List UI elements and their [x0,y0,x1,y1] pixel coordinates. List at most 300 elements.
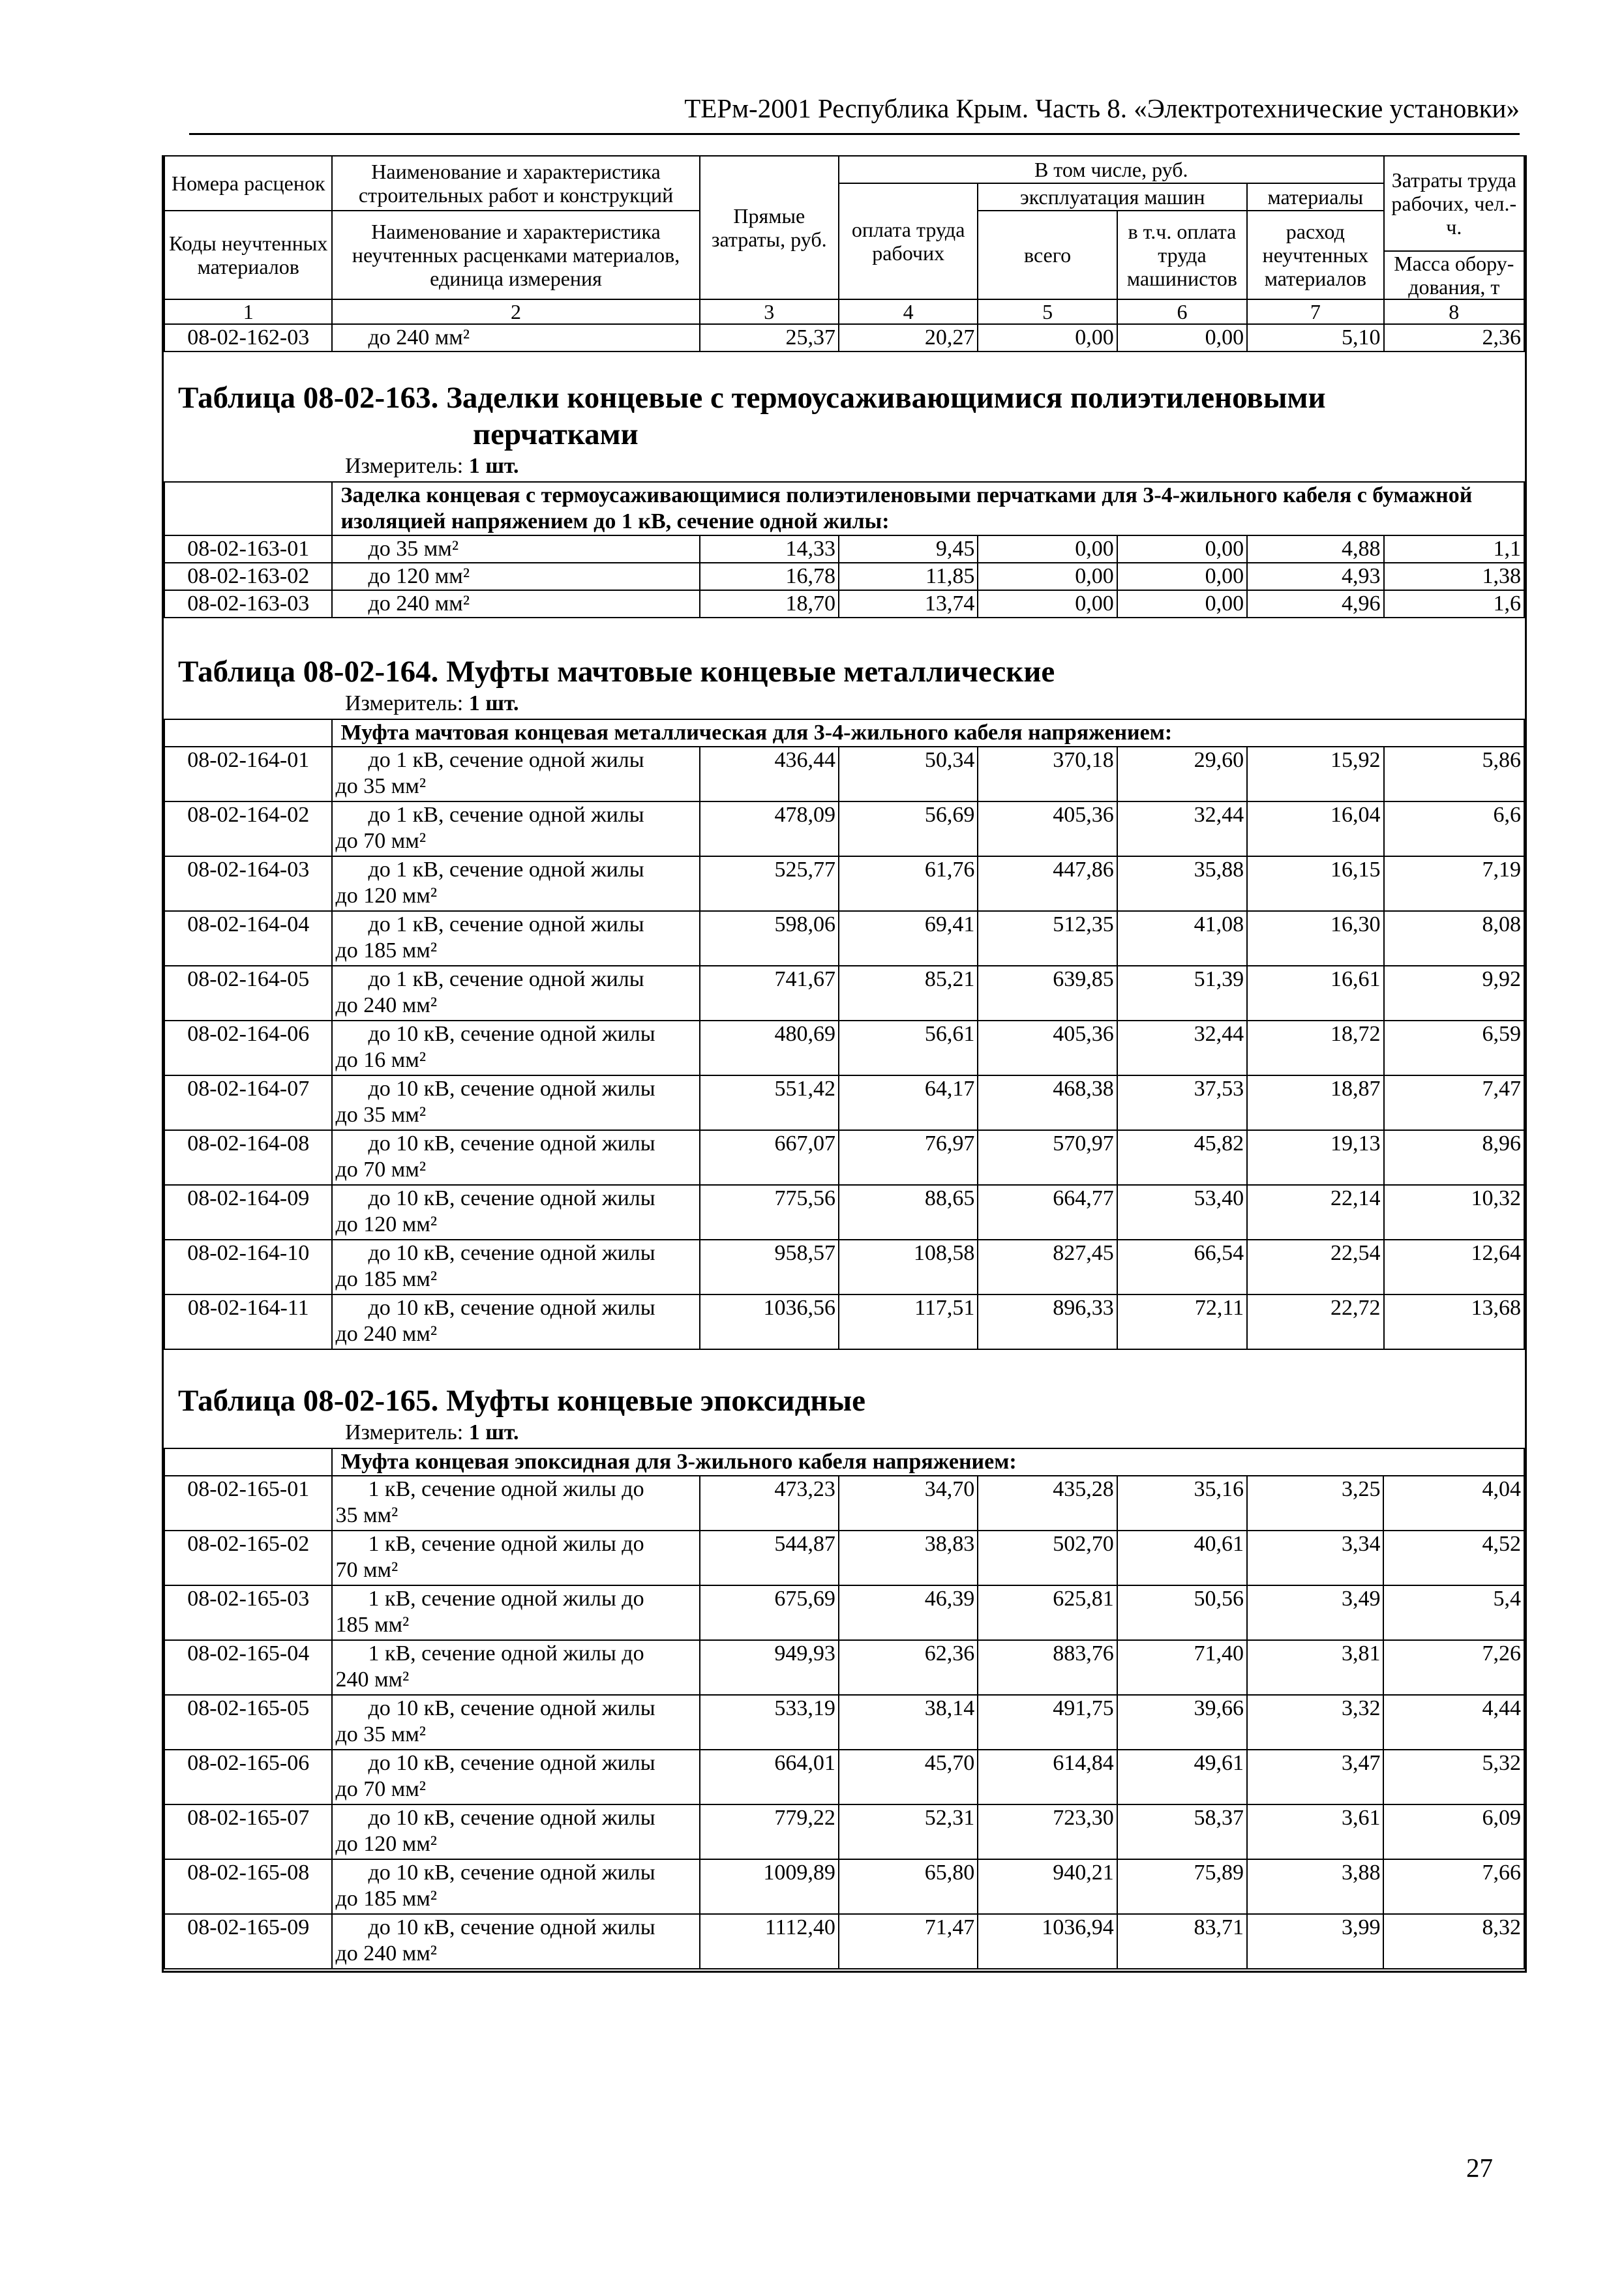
rate-name-line: до 240 мм² [335,993,438,1017]
rate-name-line: до 1 кВ, сечение одной жилы [368,967,644,991]
materials-header: материалы [1247,183,1383,211]
table-row [164,1021,1524,1075]
materials-cost: 3,61 [1247,1804,1383,1859]
direct-costs: 551,42 [700,1075,839,1130]
rate-name-line: до 35 мм² [335,1722,426,1746]
table-row [164,966,1524,1021]
measure-value: 1 шт. [468,1420,519,1444]
worker-pay: 46,39 [839,1585,978,1640]
operators-pay: 72,11 [1117,1294,1247,1349]
worker-pay: 69,41 [839,911,978,966]
operators-pay: 32,44 [1117,1021,1247,1075]
materials-cost: 3,88 [1247,1859,1383,1914]
rate-name [332,1750,699,1804]
machines-total: 370,18 [978,747,1117,801]
operators-pay: 45,82 [1117,1130,1247,1185]
rate-name-line: до 70 мм² [335,829,427,853]
column-number: 4 [839,299,978,324]
rate-name [332,1294,699,1349]
rates-table [164,1448,1525,1969]
labor-costs: 4,04 [1383,1476,1524,1531]
operators-pay: 71,40 [1117,1640,1247,1695]
direct-costs: 544,87 [700,1531,839,1585]
labor-costs: 6,59 [1384,1021,1524,1075]
worker-pay: 76,97 [839,1130,978,1185]
rate-name-line: 240 мм² [335,1668,410,1692]
group-header-row [164,1448,1524,1476]
table-row [164,1075,1524,1130]
rate-name-line: 1 кВ, сечение одной жилы до [368,1641,644,1666]
worker-pay: 45,70 [839,1750,978,1804]
group-label: Муфта концевая эпоксидная для 3-жильного кабеля напряжением: [332,1448,1524,1476]
machines-total: 570,97 [978,1130,1117,1185]
rate-name [332,1531,699,1585]
direct-costs: 598,06 [700,911,839,966]
rate-name-line: до 10 кВ, сечение одной жилы [368,1241,655,1265]
rate-code: 08-02-163-03 [164,590,332,618]
direct-costs: 741,67 [700,966,839,1021]
table-row [164,747,1524,801]
rate-name-line: до 70 мм² [335,1777,426,1801]
section-title-line: Таблица 08-02-165. Муфты концевые эпоксидные [178,1384,866,1418]
measure-unit [164,1419,1525,1448]
direct-costs: 480,69 [700,1021,839,1075]
machines-total: 614,84 [978,1750,1117,1804]
rate-name-line: до 240 мм² [335,1941,437,1966]
section-title [164,653,1525,690]
table-row [164,1130,1524,1185]
machines-total: 405,36 [978,1021,1117,1075]
direct-costs: 949,93 [700,1640,839,1695]
rate-name [332,324,699,352]
machines-total: 723,30 [978,1804,1117,1859]
table-row [164,801,1524,856]
table-row [164,911,1524,966]
measure-value: 1 шт. [468,691,519,715]
rate-name-line: до 1 кВ, сечение одной жилы [368,858,644,882]
worker-pay: 20,27 [839,324,978,352]
rate-code: 08-02-164-04 [164,911,332,966]
rate-name-line: до 10 кВ, сечение одной жилы [368,1915,655,1939]
table-row [164,1531,1524,1585]
direct-costs: 525,77 [700,856,839,911]
group-spacer [164,482,332,535]
machines-total: 896,33 [978,1294,1117,1349]
machines-total: 435,28 [978,1476,1117,1531]
table-row [164,1294,1524,1349]
machines-total: 491,75 [978,1695,1117,1750]
materials-cost: 18,87 [1247,1075,1383,1130]
worker-pay: 34,70 [839,1476,978,1531]
materials-cost: 16,04 [1247,801,1383,856]
rate-name-line: до 185 мм² [335,1887,437,1911]
materials-cost: 3,47 [1247,1750,1383,1804]
labor-costs: 7,47 [1384,1075,1524,1130]
rate-code: 08-02-164-10 [164,1240,332,1294]
worker-pay: 56,61 [839,1021,978,1075]
group-header-row [164,719,1524,747]
machines-total: 940,21 [978,1859,1117,1914]
col-rate-number-header: Номера расценок [164,156,332,211]
rate-name-line: до 1 кВ, сечение одной жилы [368,912,644,936]
rate-name-line: до 10 кВ, сечение одной жилы [368,1806,655,1830]
column-number: 6 [1117,299,1247,324]
rate-name [332,1585,699,1640]
labor-costs: 2,36 [1384,324,1524,352]
worker-pay: 38,14 [839,1695,978,1750]
rate-name [332,590,699,618]
materials-cost: 4,88 [1247,535,1383,563]
direct-costs: 1036,56 [700,1294,839,1349]
direct-costs: 473,23 [700,1476,839,1531]
section-title [164,1383,1525,1419]
column-number: 8 [1384,299,1524,324]
rate-name [332,966,699,1021]
rate-code: 08-02-164-05 [164,966,332,1021]
col-work-name-header: Наименование и характеристика строительных работ и конструкций [332,156,699,211]
machines-total: 512,35 [978,911,1117,966]
materials-cost: 3,49 [1247,1585,1383,1640]
worker-pay: 85,21 [839,966,978,1021]
measure-unit [164,453,1525,481]
labor-costs: 1,6 [1384,590,1524,618]
rate-code: 08-02-165-02 [164,1531,332,1585]
rate-code: 08-02-164-06 [164,1021,332,1075]
rate-name-text: до 120 мм² [368,564,470,588]
operators-pay: 49,61 [1117,1750,1247,1804]
rate-name [332,911,699,966]
measure-unit [164,690,1525,719]
rate-code: 08-02-165-03 [164,1585,332,1640]
rate-name-line: до 70 мм² [335,1158,427,1182]
rate-code: 08-02-164-08 [164,1130,332,1185]
rate-code: 08-02-164-09 [164,1185,332,1240]
measure-value: 1 шт. [468,454,519,478]
section-title-line: Таблица 08-02-163. Заделки концевые с термоусаживающимися полиэтиленовыми [178,381,1326,415]
rate-code: 08-02-163-01 [164,535,332,563]
direct-costs: 664,01 [700,1750,839,1804]
group-label: Заделка концевая с термоусаживающимися полиэтиленовыми перчатками для 3-4-жильного кабеля с бумажной изоляцией напряжением до 1 кВ, сечение одной жилы: [332,482,1524,535]
machines-total: 664,77 [978,1185,1117,1240]
group-label: Муфта мачтовая концевая металлическая для 3-4-жильного кабеля напряжением: [332,719,1524,747]
direct-costs: 1009,89 [700,1859,839,1914]
direct-costs: 16,78 [700,563,839,590]
materials-cost: 16,30 [1247,911,1383,966]
page-number: 27 [1466,2153,1493,2183]
rate-name [332,1476,699,1531]
direct-costs: 533,19 [700,1695,839,1750]
rate-name [332,856,699,911]
table-row [164,1859,1524,1914]
labor-costs: 8,08 [1384,911,1524,966]
operators-pay: 40,61 [1117,1531,1247,1585]
operators-pay: 41,08 [1117,911,1247,966]
operators-pay: 39,66 [1117,1695,1247,1750]
worker-pay: 52,31 [839,1804,978,1859]
materials-cost: 3,34 [1247,1531,1383,1585]
rate-name-line: до 185 мм² [335,1267,438,1291]
operators-pay: 37,53 [1117,1075,1247,1130]
rate-name-line: 70 мм² [335,1558,398,1582]
operators-pay: 0,00 [1117,324,1247,352]
rate-name [332,801,699,856]
section-title-line: перчатками [473,417,639,451]
rate-name-line: 1 кВ, сечение одной жилы до [368,1587,644,1611]
direct-costs: 667,07 [700,1130,839,1185]
worker-pay: 9,45 [839,535,978,563]
labor-costs: 6,09 [1383,1804,1524,1859]
operators-pay: 51,39 [1117,966,1247,1021]
rate-name [332,1804,699,1859]
table-row [164,856,1524,911]
machines-total: 0,00 [978,324,1117,352]
rate-name-line: до 16 мм² [335,1048,427,1072]
labor-costs: 6,6 [1384,801,1524,856]
rate-name [332,1914,699,1969]
worker-pay: 50,34 [839,747,978,801]
direct-costs: 25,37 [700,324,839,352]
rate-name-line: 185 мм² [335,1613,410,1637]
group-header-row [164,482,1524,535]
worker-pay: 64,17 [839,1075,978,1130]
group-spacer [164,719,332,747]
rate-name-line: до 1 кВ, сечение одной жилы [368,748,644,772]
rate-name-line: до 10 кВ, сечение одной жилы [368,1296,655,1320]
labor-costs: 13,68 [1384,1294,1524,1349]
table-row [164,1476,1524,1531]
machines-total: 0,00 [978,535,1117,563]
rate-code: 08-02-164-03 [164,856,332,911]
rate-name-line: до 35 мм² [335,774,427,798]
rate-code: 08-02-165-04 [164,1640,332,1695]
materials-cost: 22,54 [1247,1240,1383,1294]
measure-label: Измеритель: [345,1420,464,1444]
operators-pay: 35,88 [1117,856,1247,911]
operators-pay: 66,54 [1117,1240,1247,1294]
rate-name [332,1185,699,1240]
direct-costs: 958,57 [700,1240,839,1294]
worker-pay: 38,83 [839,1531,978,1585]
rate-code: 08-02-164-11 [164,1294,332,1349]
rate-name-line: до 120 мм² [335,1832,437,1856]
rate-name [332,1859,699,1914]
rate-name-line: до 185 мм² [335,938,438,963]
machines-total: 1036,94 [978,1914,1117,1969]
table-row [164,1240,1524,1294]
labor-costs: 10,32 [1384,1185,1524,1240]
materials-cost: 4,93 [1247,563,1383,590]
col-direct-costs-header: Прямые затраты, руб. [700,156,839,299]
column-number: 3 [700,299,839,324]
machines-total: 502,70 [978,1531,1117,1585]
materials-cost: 19,13 [1247,1130,1383,1185]
operators-pay: 0,00 [1117,590,1247,618]
table-row [164,1750,1524,1804]
labor-costs: 12,64 [1384,1240,1524,1294]
machines-total: 0,00 [978,563,1117,590]
operators-pay: 50,56 [1117,1585,1247,1640]
column-number: 1 [164,299,332,324]
labor-costs: 5,32 [1383,1750,1524,1804]
operators-pay: 75,89 [1117,1859,1247,1914]
labor-costs: 5,4 [1383,1585,1524,1640]
table-row [164,1695,1524,1750]
machines-total: 468,38 [978,1075,1117,1130]
worker-pay: 108,58 [839,1240,978,1294]
labor-costs: 7,19 [1384,856,1524,911]
rate-name [332,1240,699,1294]
rate-code: 08-02-165-08 [164,1859,332,1914]
labor-costs: 8,96 [1384,1130,1524,1185]
operators-pay: 35,16 [1117,1476,1247,1531]
labor-costs: 7,66 [1383,1859,1524,1914]
materials-cost: 16,61 [1247,966,1383,1021]
rate-code: 08-02-165-06 [164,1750,332,1804]
machines-total: 883,76 [978,1640,1117,1695]
rate-code: 08-02-164-07 [164,1075,332,1130]
direct-costs: 775,56 [700,1185,839,1240]
operators-pay: 53,40 [1117,1185,1247,1240]
rate-name [332,1130,699,1185]
rate-name-line: до 10 кВ, сечение одной жилы [368,1131,655,1156]
rate-name-line: до 35 мм² [335,1103,427,1127]
materials-cost: 18,72 [1247,1021,1383,1075]
labor-costs: 4,52 [1383,1531,1524,1585]
rate-code: 08-02-165-09 [164,1914,332,1969]
column-number: 5 [978,299,1117,324]
rate-name-line: 1 кВ, сечение одной жилы до [368,1477,644,1501]
rate-name [332,535,699,563]
section-title [164,380,1525,453]
worker-pay: 13,74 [839,590,978,618]
section-title-line: Таблица 08-02-164. Муфты мачтовые концевые металлические [178,655,1055,689]
labor-costs: 1,1 [1384,535,1524,563]
rate-name-line: до 10 кВ, сечение одной жилы [368,1696,655,1720]
worker-pay: 61,76 [839,856,978,911]
col-operators-pay-header: в т.ч. оплата труда машинистов [1117,211,1247,299]
machines-total: 0,00 [978,590,1117,618]
rate-code: 08-02-164-01 [164,747,332,801]
worker-pay: 71,47 [839,1914,978,1969]
labor-costs: 8,32 [1383,1914,1524,1969]
machines-total: 639,85 [978,966,1117,1021]
operators-pay: 58,37 [1117,1804,1247,1859]
labor-costs: 7,26 [1383,1640,1524,1695]
worker-pay: 11,85 [839,563,978,590]
rate-name-line: до 240 мм² [335,1322,438,1346]
direct-costs: 675,69 [700,1585,839,1640]
rates-table [164,481,1525,618]
rate-name [332,1695,699,1750]
labor-costs: 4,44 [1383,1695,1524,1750]
rate-name [332,1021,699,1075]
materials-cost: 3,25 [1247,1476,1383,1531]
col-material-name-header: Наименование и характеристика неучтенных расценками материалов, единица измерения [332,211,699,299]
table-row [164,1185,1524,1240]
worker-pay: 88,65 [839,1185,978,1240]
col-material-codes-header: Коды неучтенных материалов [164,211,332,299]
rates-table [164,719,1525,1350]
rate-sheet [162,155,1527,1973]
column-number: 2 [332,299,699,324]
worker-pay: 62,36 [839,1640,978,1695]
rate-name-line: до 1 кВ, сечение одной жилы [368,803,644,827]
measure-label: Измеритель: [345,691,464,715]
rate-name-text: до 35 мм² [368,537,459,561]
rate-code: 08-02-165-05 [164,1695,332,1750]
worker-pay: 65,80 [839,1859,978,1914]
rate-code: 08-02-165-01 [164,1476,332,1531]
table-row [164,1585,1524,1640]
direct-costs: 18,70 [700,590,839,618]
materials-cost: 22,14 [1247,1185,1383,1240]
rate-name [332,1075,699,1130]
materials-cost: 15,92 [1247,747,1383,801]
rate-name [332,747,699,801]
col-machines-total-header: всего [978,211,1117,299]
worker-pay: 56,69 [839,801,978,856]
labor-costs: 5,86 [1384,747,1524,801]
rate-name-text: до 240 мм² [368,591,470,616]
rate-code: 08-02-162-03 [164,324,332,352]
worker-pay: 117,51 [839,1294,978,1349]
col-labor-header: Затраты труда рабочих, чел.-ч. [1384,156,1524,251]
table-row [164,590,1524,618]
labor-costs: 1,38 [1384,563,1524,590]
rate-name-line: до 10 кВ, сечение одной жилы [368,1022,655,1046]
column-number: 7 [1247,299,1383,324]
rate-name-text: до 240 мм² [368,325,470,350]
group-spacer [164,1448,332,1476]
materials-cost: 3,81 [1247,1640,1383,1695]
direct-costs: 436,44 [700,747,839,801]
materials-cost: 4,96 [1247,590,1383,618]
col-equipment-mass-header: Масса обору-дования, т [1384,251,1524,299]
rate-name-line: 1 кВ, сечение одной жилы до [368,1532,644,1556]
materials-cost: 22,72 [1247,1294,1383,1349]
running-head: ТЕРм-2001 Республика Крым. Часть 8. «Электротехнические установки» [189,93,1520,135]
rate-name-line: до 10 кВ, сечение одной жилы [368,1751,655,1775]
rate-name [332,563,699,590]
header-table [164,155,1525,352]
machines-total: 625,81 [978,1585,1117,1640]
direct-costs: 14,33 [700,535,839,563]
table-row [164,324,1524,352]
direct-costs: 779,22 [700,1804,839,1859]
table-row [164,1640,1524,1695]
materials-cost: 3,99 [1247,1914,1383,1969]
table-row [164,1804,1524,1859]
operators-pay: 29,60 [1117,747,1247,801]
labor-costs: 9,92 [1384,966,1524,1021]
machines-total: 405,36 [978,801,1117,856]
rate-name-line: до 120 мм² [335,1212,438,1236]
rate-code: 08-02-164-02 [164,801,332,856]
machines-total: 827,45 [978,1240,1117,1294]
col-worker-pay-header: оплата труда рабочих [839,183,978,299]
rate-code: 08-02-165-07 [164,1804,332,1859]
machines-total: 447,86 [978,856,1117,911]
machines-header: эксплуатация машин [978,183,1247,211]
incl-header: В том числе, руб. [839,156,1384,183]
operators-pay: 0,00 [1117,563,1247,590]
col-materials-usage-header: расход неучтенных материалов [1247,211,1383,299]
rate-name [332,1640,699,1695]
rate-name-line: 35 мм² [335,1503,398,1527]
operators-pay: 0,00 [1117,535,1247,563]
materials-cost: 5,10 [1247,324,1383,352]
measure-label: Измеритель: [345,454,464,478]
